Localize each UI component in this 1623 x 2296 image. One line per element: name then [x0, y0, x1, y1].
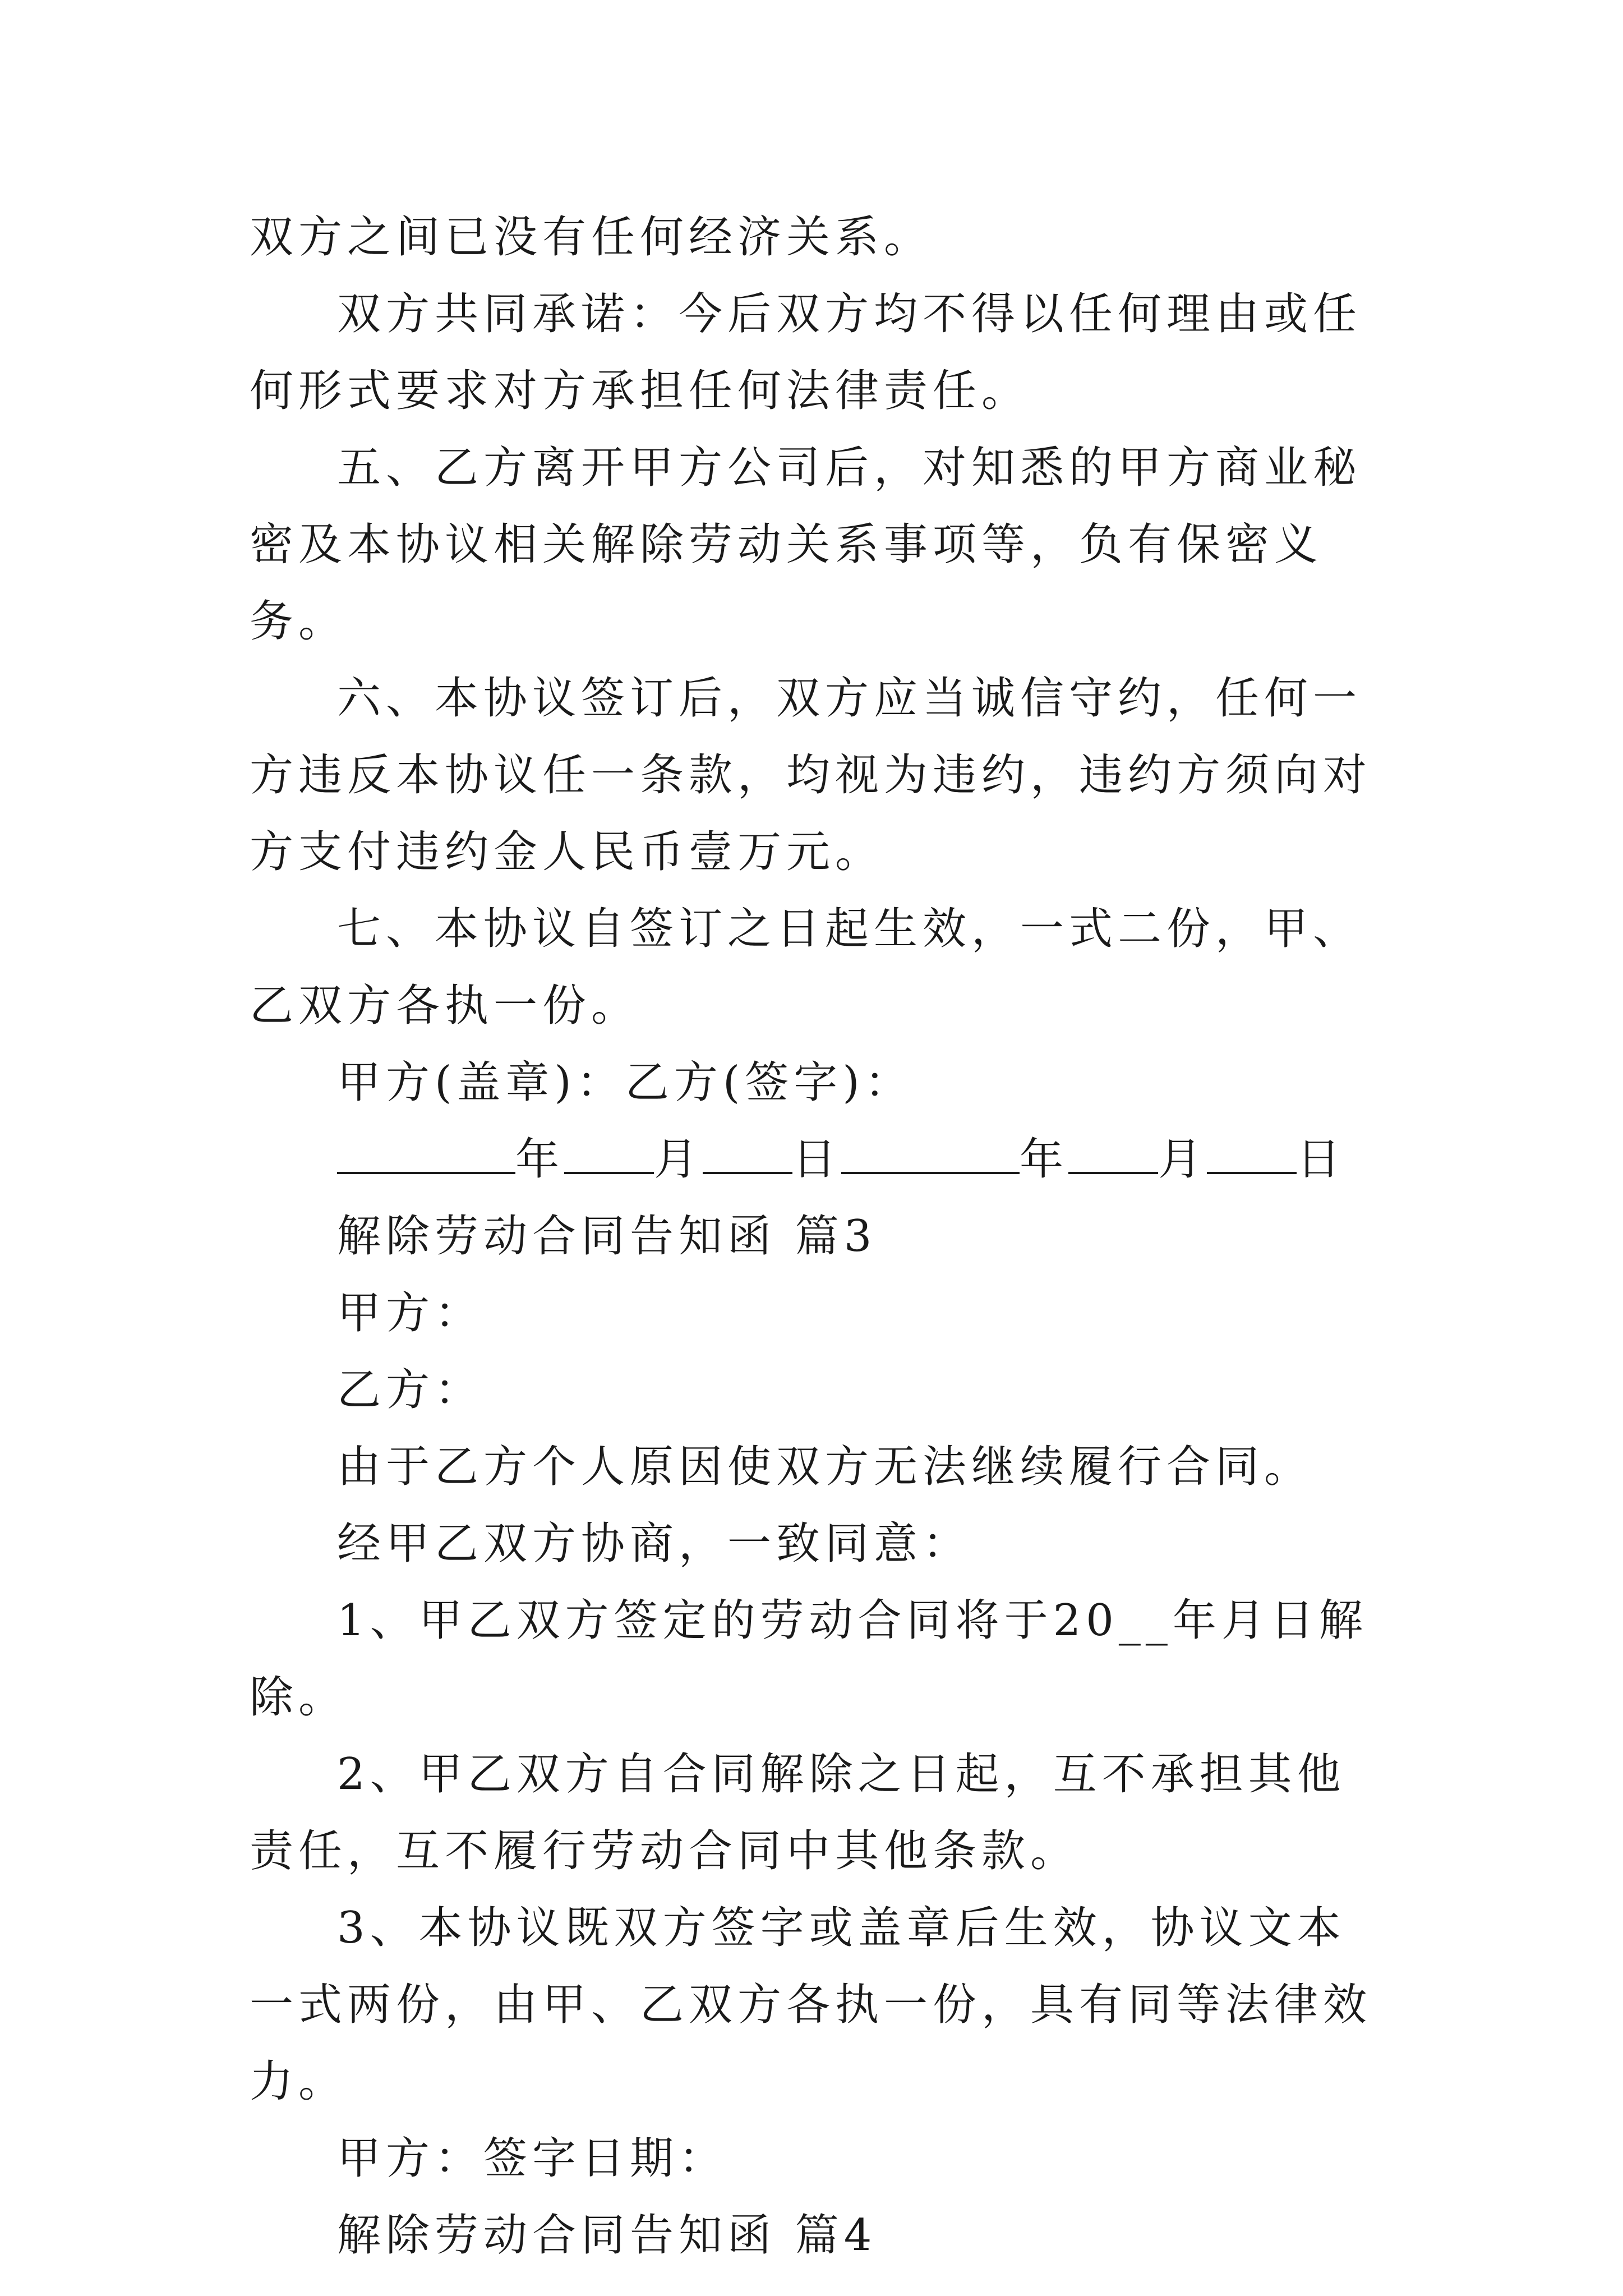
signature-line-parties: 甲方(盖章)：乙方(签字)： — [337, 1057, 914, 1108]
year-blank-b — [841, 1133, 1020, 1174]
paragraph-clause-7-effective: 七、本协议自签订之日起生效，一式二份，甲、乙双方各执一份。 — [250, 904, 1362, 1031]
paragraph-clause-6-breach: 六、本协议签订后，双方应当诚信守约，任何一方违反本协议任一条款，均视为违约，违约方须向对方支付违约金人民币壹万元。 — [250, 673, 1372, 877]
month-blank-b — [1068, 1133, 1158, 1174]
clause-2-line: 2、甲乙双方自合同解除之日起，互不承担其他责任，互不履行劳动合同中其他条款。 — [250, 1749, 1346, 1876]
month-label-a: 月 — [654, 1134, 703, 1185]
day-blank-b — [1207, 1133, 1297, 1174]
document-body — [250, 199, 1382, 2274]
year-label-a: 年 — [515, 1134, 565, 1185]
month-label-b: 月 — [1158, 1134, 1207, 1185]
reason-line: 由于乙方个人原因使双方无法继续履行合同。 — [337, 1442, 1313, 1492]
day-label-a: 日 — [792, 1134, 842, 1185]
clause-1-line: 1、甲乙双方签定的劳动合同将于20__年月日解除。 — [250, 1595, 1368, 1723]
year-blank-a — [337, 1133, 515, 1174]
paragraph-economic-relation: 双方之间已没有任何经济关系。 — [250, 212, 933, 263]
paragraph-clause-5-confidentiality: 五、乙方离开甲方公司后，对知悉的甲方商业秘密及本协议相关解除劳动关系事项等，负有保密义务。 — [250, 443, 1362, 647]
paragraph-mutual-promise: 双方共同承诺：今后双方均不得以任何理由或任何形式要求对方承担任何法律责任。 — [250, 289, 1362, 416]
party-b-line: 乙方： — [337, 1365, 484, 1415]
day-blank-a — [703, 1133, 792, 1174]
month-blank-a — [564, 1133, 654, 1174]
signature-date-line: 甲方：签字日期： — [337, 2133, 728, 2184]
section-heading-4: 解除劳动合同告知函 篇4 — [337, 2210, 877, 2261]
agreement-line: 经甲乙双方协商，一致同意： — [337, 1519, 972, 1569]
section-heading-3: 解除劳动合同告知函 篇3 — [337, 1211, 877, 1262]
party-a-line: 甲方： — [337, 1288, 484, 1338]
year-label-b: 年 — [1020, 1134, 1069, 1185]
date-line — [250, 1121, 1382, 1198]
day-label-b: 日 — [1297, 1134, 1346, 1185]
clause-3-line: 3、本协议既双方签字或盖章后生效，协议文本一式两份，由甲、乙双方各执一份，具有同等法律效力。 — [250, 1903, 1372, 2107]
